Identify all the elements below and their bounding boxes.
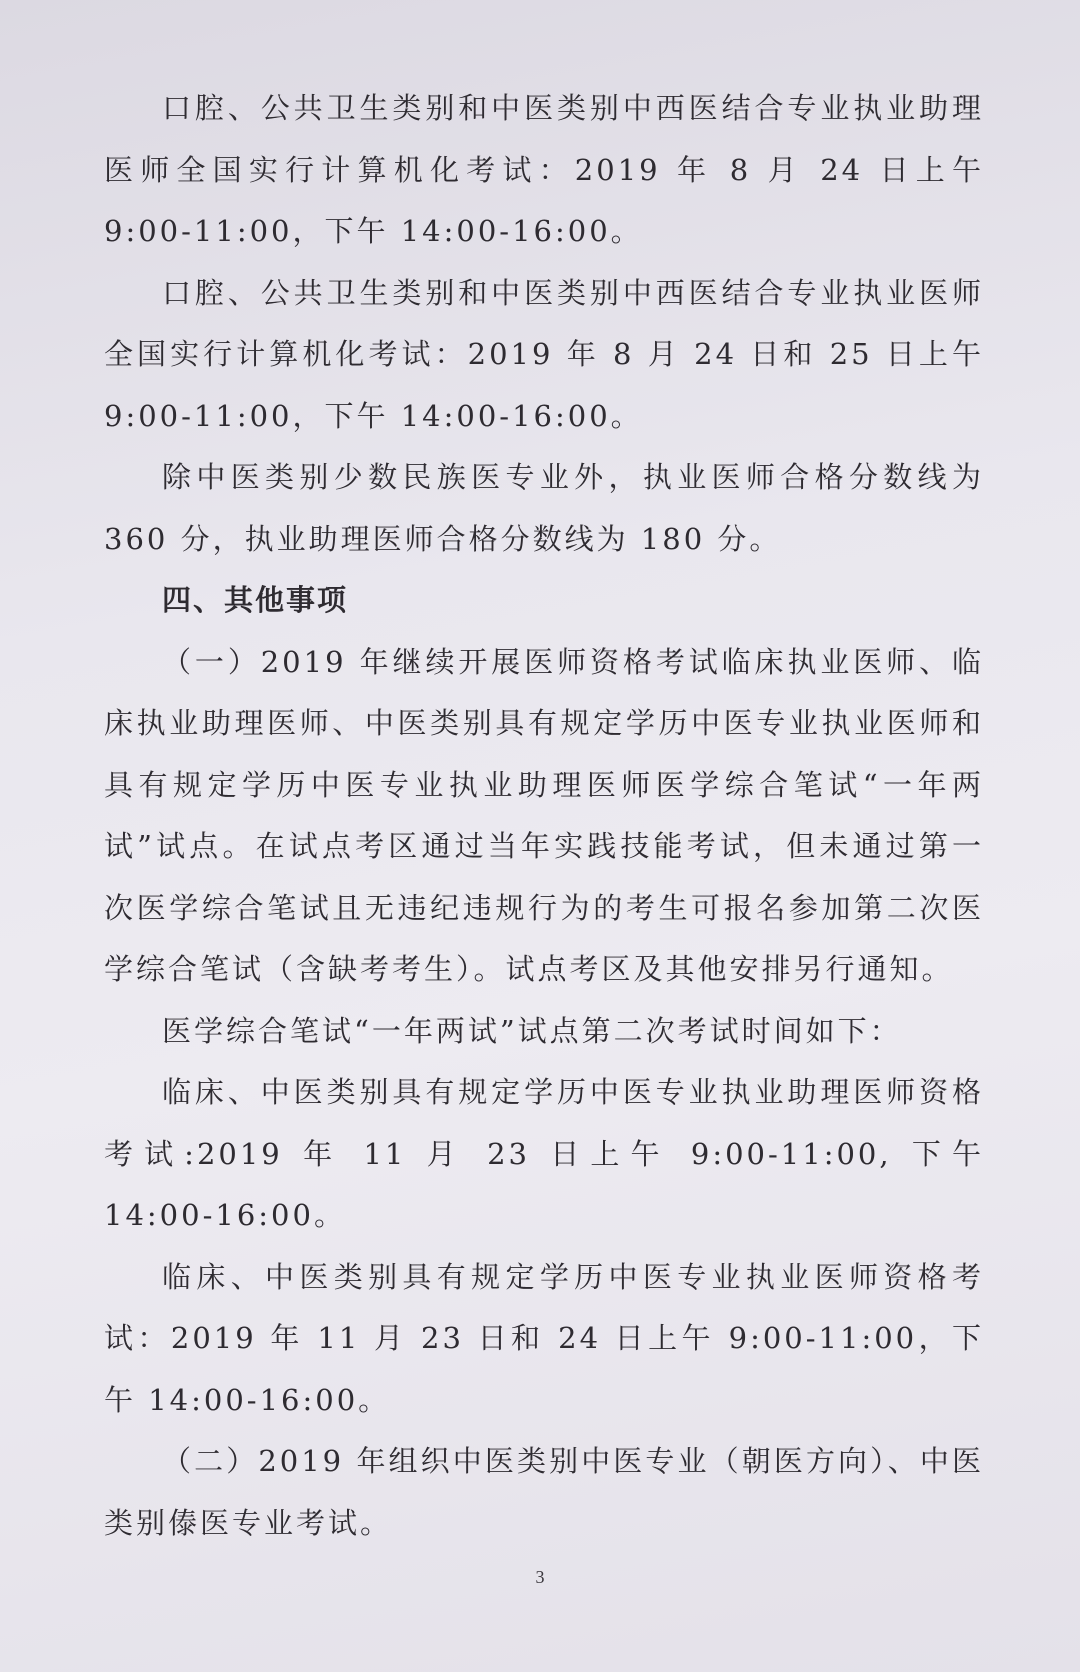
paragraph-korean-dai-medicine: （二）2019 年组织中医类别中医专业（朝医方向）、中医类别傣医专业考试。 xyxy=(104,1444,984,1540)
paragraph-oral-assistant-exam: 口腔、公共卫生类别和中医类别中西医结合专业执业助理医师全国实行计算机化考试：2019 年 8 月 24 日上午 9:00-11:00，下午 14:00-16:00。 xyxy=(104,91,984,248)
paragraph-physician-second-exam: 临床、中医类别具有规定学历中医专业执业医师资格考试：2019 年 11 月 23 日和 24 日上午 9:00-11:00，下午 14:00-16:00。 xyxy=(104,1259,984,1417)
paragraph-two-exams-pilot: （一）2019 年继续开展医师资格考试临床执业医师、临床执业助理医师、中医类别具有规定学历中医专业执业医师和具有规定学历中医专业执业助理医师医学综合笔试“一年两试”试点。在试点考区通过当年实践技能考试，但未通过第一次医学综合笔试且无违纪违规行为的考生可报名参加第二次医学综合笔试（含缺考考生）。试点考区及其他安排另行通知。 xyxy=(104,644,984,986)
document-body xyxy=(104,78,984,1554)
paragraph-assistant-second-exam: 临床、中医类别具有规定学历中医专业执业助理医师资格考试:2019 年 11 月 23 日上午 9:00-11:00, 下午 14:00-16:00。 xyxy=(104,1075,984,1232)
section-heading-other-matters: 四、其他事项 xyxy=(162,583,349,617)
paragraph-oral-physician-exam: 口腔、公共卫生类别和中医类别中西医结合专业执业医师全国实行计算机化考试：2019 年 8 月 24 日和 25 日上午 9:00-11:00，下午 14:00-16:00。 xyxy=(104,275,984,433)
paragraph-second-exam-intro: 医学综合笔试“一年两试”试点第二次考试时间如下： xyxy=(162,1013,902,1048)
paragraph-passing-scores: 除中医类别少数民族医专业外，执业医师合格分数线为 360 分，执业助理医师合格分数线为 180 分。 xyxy=(104,460,984,556)
page-number: 3 xyxy=(535,1567,545,1587)
